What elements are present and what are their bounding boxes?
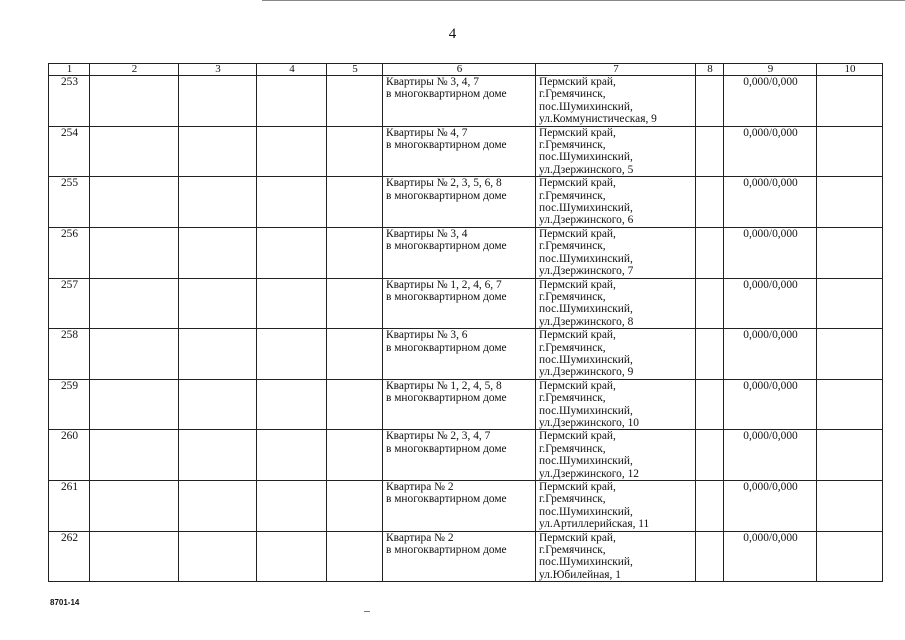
col4-cell (257, 76, 327, 127)
address-line: Пермский край, (539, 531, 616, 544)
address-line: Пермский край, (539, 329, 616, 342)
col4-cell (257, 278, 327, 329)
address-cell (536, 177, 696, 228)
address-line: ул.Артиллерийская, 11 (539, 518, 650, 531)
address-line: Пермский край, (539, 227, 616, 240)
col5-cell (327, 329, 383, 380)
col10-cell (817, 227, 883, 278)
address-line: ул.Дзержинского, 10 (539, 416, 639, 429)
address-line: пос.Шумихинский, (539, 556, 633, 569)
address-line: пос.Шумихинский, (539, 252, 633, 265)
col8-cell (696, 379, 724, 430)
table-row (49, 126, 883, 177)
col4-cell (257, 481, 327, 532)
col8-cell (696, 278, 724, 329)
object-line: Квартиры № 3, 4, 7 (386, 76, 479, 88)
object-cell (383, 531, 536, 582)
row-number-cell: 256 (49, 227, 90, 278)
address-line: г.Гремячинск, (539, 442, 606, 455)
col2-cell (90, 430, 179, 481)
column-header: 5 (327, 64, 383, 76)
object-line: в многоквартирном доме (386, 189, 507, 202)
col4-cell (257, 329, 327, 380)
col8-cell (696, 76, 724, 127)
col5-cell (327, 481, 383, 532)
col2-cell (90, 329, 179, 380)
col10-cell (817, 329, 883, 380)
address-line: г.Гремячинск, (539, 139, 606, 152)
row-number-cell: 257 (49, 278, 90, 329)
table-row (49, 177, 883, 228)
address-line: г.Гремячинск, (539, 189, 606, 202)
col8-cell (696, 531, 724, 582)
col2-cell (90, 481, 179, 532)
col4-cell (257, 531, 327, 582)
col10-cell (817, 379, 883, 430)
address-line: г.Гремячинск, (539, 392, 606, 405)
value-cell: 0,000/0,000 (724, 227, 817, 278)
value-cell: 0,000/0,000 (724, 329, 817, 380)
address-line: г.Гремячинск, (539, 544, 606, 557)
column-header: 6 (383, 64, 536, 76)
address-line: ул.Коммунистическая, 9 (539, 113, 657, 126)
table-row (49, 379, 883, 430)
column-header: 10 (817, 64, 883, 76)
table-row (49, 531, 883, 582)
col8-cell (696, 177, 724, 228)
col5-cell (327, 76, 383, 127)
row-number-cell: 260 (49, 430, 90, 481)
object-line: Квартиры № 2, 3, 5, 6, 8 (386, 177, 502, 190)
col10-cell (817, 177, 883, 228)
col5-cell (327, 278, 383, 329)
column-header-row (49, 64, 883, 76)
col3-cell (179, 379, 257, 430)
col3-cell (179, 76, 257, 127)
col3-cell (179, 177, 257, 228)
value-cell: 0,000/0,000 (724, 379, 817, 430)
col3-cell (179, 278, 257, 329)
address-line: ул.Дзержинского, 6 (539, 214, 634, 227)
col2-cell (90, 227, 179, 278)
col5-cell (327, 379, 383, 430)
column-header: 8 (696, 64, 724, 76)
col4-cell (257, 126, 327, 177)
value-cell: 0,000/0,000 (724, 430, 817, 481)
address-line: ул.Юбилейная, 1 (539, 568, 621, 581)
address-line: г.Гремячинск, (539, 341, 606, 354)
address-line: пос.Шумихинский, (539, 404, 633, 417)
table-row (49, 278, 883, 329)
object-line: Квартира № 2 (386, 481, 454, 493)
table-row (49, 481, 883, 532)
column-header: 2 (90, 64, 179, 76)
col2-cell (90, 76, 179, 127)
address-line: Пермский край, (539, 126, 616, 139)
address-cell (536, 430, 696, 481)
address-line: пос.Шумихинский, (539, 505, 633, 518)
col4-cell (257, 430, 327, 481)
col10-cell (817, 126, 883, 177)
address-line: пос.Шумихинский, (539, 202, 633, 215)
address-line: пос.Шумихинский, (539, 303, 633, 316)
col10-cell (817, 481, 883, 532)
col8-cell (696, 430, 724, 481)
address-cell (536, 329, 696, 380)
object-line: в многоквартирном доме (386, 493, 507, 506)
object-cell (383, 278, 536, 329)
col10-cell (817, 278, 883, 329)
address-line: г.Гремячинск, (539, 88, 606, 101)
address-cell (536, 76, 696, 127)
row-number-cell: 255 (49, 177, 90, 228)
object-line: Квартиры № 2, 3, 4, 7 (386, 430, 491, 443)
address-cell (536, 227, 696, 278)
col8-cell (696, 329, 724, 380)
object-cell (383, 76, 536, 127)
col4-cell (257, 177, 327, 228)
table-row (49, 329, 883, 380)
page-number: 4 (448, 26, 457, 42)
col10-cell (817, 76, 883, 127)
col2-cell (90, 379, 179, 430)
object-cell (383, 379, 536, 430)
table-row (49, 227, 883, 278)
object-line: Квартира № 2 (386, 531, 454, 544)
table-row (49, 76, 883, 127)
row-number-cell: 259 (49, 379, 90, 430)
object-line: в многоквартирном доме (386, 88, 507, 101)
column-header: 3 (179, 64, 257, 76)
object-line: в многоквартирном доме (386, 240, 507, 253)
address-line: ул.Дзержинского, 12 (539, 467, 639, 480)
column-header: 1 (49, 64, 90, 76)
col3-cell (179, 531, 257, 582)
col2-cell (90, 177, 179, 228)
object-cell (383, 177, 536, 228)
col2-cell (90, 126, 179, 177)
address-line: ул.Дзержинского, 7 (539, 265, 634, 278)
object-cell (383, 430, 536, 481)
address-line: пос.Шумихинский, (539, 100, 633, 113)
table-body (49, 76, 883, 582)
col4-cell (257, 379, 327, 430)
object-line: Квартиры № 1, 2, 4, 6, 7 (386, 278, 502, 291)
address-line: Пермский край, (539, 481, 616, 493)
address-line: пос.Шумихинский, (539, 151, 633, 164)
col5-cell (327, 177, 383, 228)
address-cell (536, 126, 696, 177)
value-cell: 0,000/0,000 (724, 76, 817, 127)
row-number-cell: 261 (49, 481, 90, 532)
col2-cell (90, 278, 179, 329)
object-line: в многоквартирном доме (386, 442, 507, 455)
value-cell: 0,000/0,000 (724, 481, 817, 532)
address-line: Пермский край, (539, 177, 616, 190)
col10-cell (817, 531, 883, 582)
value-cell: 0,000/0,000 (724, 278, 817, 329)
object-line: Квартиры № 1, 2, 4, 5, 8 (386, 379, 502, 392)
row-number-cell: 253 (49, 76, 90, 127)
object-line: в многоквартирном доме (386, 392, 507, 405)
column-header: 7 (536, 64, 696, 76)
address-line: ул.Дзержинского, 9 (539, 366, 634, 379)
col8-cell (696, 126, 724, 177)
col3-cell (179, 430, 257, 481)
col10-cell (817, 430, 883, 481)
table-row (49, 430, 883, 481)
value-cell: 0,000/0,000 (724, 531, 817, 582)
object-line: в многоквартирном доме (386, 139, 507, 152)
object-cell (383, 481, 536, 532)
value-cell: 0,000/0,000 (724, 177, 817, 228)
object-line: Квартиры № 3, 4 (386, 227, 468, 240)
column-header: 4 (257, 64, 327, 76)
object-cell (383, 227, 536, 278)
address-cell (536, 481, 696, 532)
address-line: Пермский край, (539, 430, 616, 443)
col5-cell (327, 227, 383, 278)
top-rule (262, 0, 905, 1)
address-line: г.Гремячинск, (539, 493, 606, 506)
stray-mark (364, 611, 370, 612)
row-number-cell: 254 (49, 126, 90, 177)
address-line: г.Гремячинск, (539, 290, 606, 303)
row-number-cell: 262 (49, 531, 90, 582)
address-line: ул.Дзержинского, 8 (539, 315, 634, 328)
col3-cell (179, 227, 257, 278)
address-line: Пермский край, (539, 76, 616, 88)
address-line: Пермский край, (539, 379, 616, 392)
document-code: 8701-14 (50, 598, 80, 607)
col8-cell (696, 227, 724, 278)
object-line: Квартиры № 4, 7 (386, 126, 468, 139)
col4-cell (257, 227, 327, 278)
col3-cell (179, 329, 257, 380)
object-line: в многоквартирном доме (386, 341, 507, 354)
col5-cell (327, 126, 383, 177)
address-line: пос.Шумихинский, (539, 353, 633, 366)
object-cell (383, 126, 536, 177)
address-cell (536, 379, 696, 430)
col3-cell (179, 126, 257, 177)
address-cell (536, 278, 696, 329)
address-line: Пермский край, (539, 278, 616, 291)
column-header: 9 (724, 64, 817, 76)
row-number-cell: 258 (49, 329, 90, 380)
object-cell (383, 329, 536, 380)
object-line: в многоквартирном доме (386, 290, 507, 303)
col5-cell (327, 531, 383, 582)
value-cell: 0,000/0,000 (724, 126, 817, 177)
address-line: пос.Шумихинский, (539, 455, 633, 468)
address-line: ул.Дзержинского, 5 (539, 163, 634, 176)
address-cell (536, 531, 696, 582)
object-line: Квартиры № 3, 6 (386, 329, 468, 342)
col2-cell (90, 531, 179, 582)
col3-cell (179, 481, 257, 532)
address-line: г.Гремячинск, (539, 240, 606, 253)
col8-cell (696, 481, 724, 532)
register-table (48, 63, 883, 582)
col5-cell (327, 430, 383, 481)
object-line: в многоквартирном доме (386, 544, 507, 557)
